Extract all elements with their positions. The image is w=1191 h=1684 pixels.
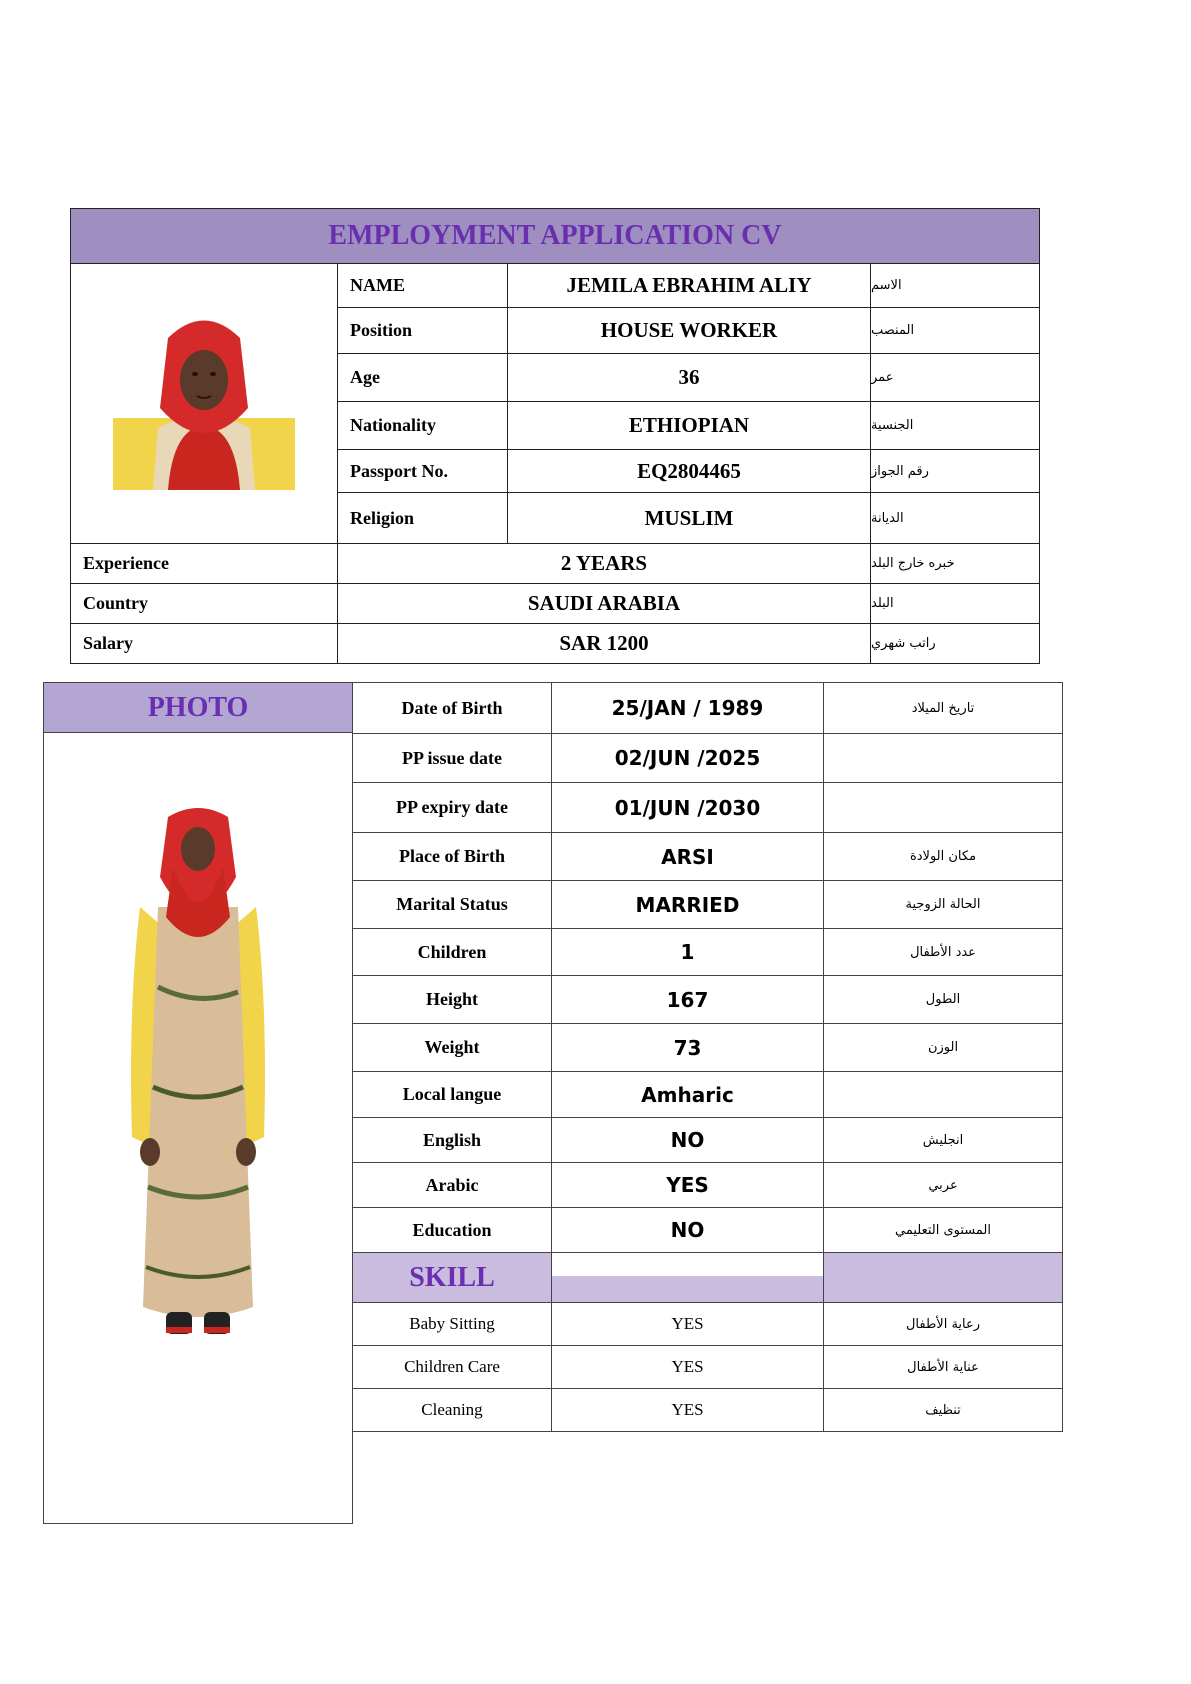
detail-value: [551, 1023, 824, 1072]
row-arabic-text: رقم الجواز: [871, 463, 929, 479]
skill-header-right: [823, 1252, 1063, 1303]
detail-label-text: English: [422, 1129, 482, 1150]
detail-label: [352, 1071, 552, 1118]
row-value-text: MUSLIM: [644, 505, 734, 530]
skill-label: [352, 1388, 552, 1432]
row-value: [507, 401, 871, 450]
row-label-text: Passport No.: [350, 460, 448, 481]
detail-arabic-text: عربي: [928, 1177, 958, 1193]
detail-arabic-text: الحالة الزوجية: [905, 897, 981, 912]
fullbody-cell: [43, 732, 353, 1524]
detail-value: [551, 682, 824, 734]
skill-label-text: Baby Sitting: [409, 1314, 495, 1333]
row-value: [507, 353, 871, 402]
detail-label-text: Height: [426, 989, 478, 1009]
detail-arabic: [823, 1117, 1063, 1163]
wide-arabic: [870, 543, 1040, 584]
row-label-text: Religion: [350, 507, 415, 528]
detail-arabic: [823, 682, 1063, 734]
wide-label: [70, 583, 338, 624]
row-label: [337, 401, 508, 450]
detail-value: [551, 928, 824, 976]
wide-arabic-text: البلد: [871, 596, 894, 611]
detail-value: [551, 1117, 824, 1163]
detail-label-text: Marital Status: [396, 894, 508, 914]
detail-value: [551, 880, 824, 929]
skill-value-text: YES: [671, 1314, 704, 1333]
detail-label-text: Children: [417, 941, 487, 962]
wide-value-text: SAR 1200: [559, 631, 649, 655]
detail-label: [352, 928, 552, 976]
wide-label: [70, 543, 338, 584]
detail-label-text: Arabic: [425, 1174, 479, 1195]
row-value: [507, 492, 871, 544]
row-label-text: Age: [350, 367, 380, 387]
row-arabic-text: عمر: [871, 370, 894, 385]
detail-label: [352, 782, 552, 833]
detail-value-text: 01/JUN /2030: [614, 795, 761, 820]
detail-value-text: 25/JAN / 1989: [611, 696, 764, 720]
detail-value: [551, 832, 824, 881]
detail-label: [352, 1117, 552, 1163]
detail-value-text: 1: [680, 940, 695, 964]
detail-label: [352, 832, 552, 881]
row-arabic: [870, 449, 1040, 493]
skill-label: [352, 1302, 552, 1346]
detail-value-text: YES: [666, 1173, 709, 1197]
row-label-text: NAME: [350, 275, 405, 295]
detail-value: [551, 733, 824, 783]
detail-arabic: [823, 733, 1063, 783]
row-label: [337, 353, 508, 402]
row-arabic-text: الاسم: [871, 278, 902, 293]
detail-value: [551, 782, 824, 833]
detail-arabic-text: المستوى التعليمي: [895, 1222, 991, 1238]
photo-title: PHOTO: [147, 691, 249, 723]
row-arabic-text: الديانة: [871, 510, 904, 526]
row-arabic-text: الجنسية: [871, 418, 914, 433]
detail-label: [352, 682, 552, 734]
skill-arabic: [823, 1302, 1063, 1346]
row-value: [507, 449, 871, 493]
wide-value: [337, 583, 871, 624]
detail-value-text: NO: [670, 1218, 705, 1242]
wide-label-text: Experience: [83, 553, 169, 573]
row-value-text: ETHIOPIAN: [628, 413, 750, 437]
cv-header: [70, 208, 1040, 264]
wide-value-text: 2 YEARS: [560, 551, 648, 575]
row-arabic: [870, 401, 1040, 450]
detail-arabic: [823, 880, 1063, 929]
row-arabic: [870, 353, 1040, 402]
skill-header: [352, 1252, 552, 1303]
detail-value: [551, 1162, 824, 1208]
row-value-text: 36: [678, 365, 700, 389]
headshot-photo: [113, 308, 295, 490]
detail-arabic: [823, 1207, 1063, 1253]
detail-arabic: [823, 832, 1063, 881]
detail-arabic: [823, 1071, 1063, 1118]
skill-arabic-text: عناية الأطفال: [907, 1359, 979, 1375]
wide-label-text: Country: [83, 593, 149, 613]
detail-arabic: [823, 975, 1063, 1024]
skill-title: SKILL: [409, 1261, 495, 1293]
row-label: [337, 449, 508, 493]
row-arabic: [870, 263, 1040, 308]
row-value-text: JEMILA EBRAHIM ALIY: [566, 273, 812, 297]
detail-label: [352, 1023, 552, 1072]
skill-arabic-text: رعاية الأطفال: [905, 1316, 981, 1332]
detail-label: [352, 733, 552, 783]
wide-label: [70, 623, 338, 664]
detail-label: [352, 1207, 552, 1253]
cv-title: EMPLOYMENT APPLICATION CV: [328, 220, 782, 251]
skill-arabic-text: تنظيف: [925, 1402, 961, 1418]
skill-value: [551, 1388, 824, 1432]
detail-value-text: 73: [673, 1035, 702, 1060]
wide-value-text: SAUDI ARABIA: [527, 591, 681, 615]
skill-label-text: Children Care: [404, 1357, 500, 1376]
detail-value-text: NO: [670, 1128, 705, 1152]
detail-value: [551, 1207, 824, 1253]
wide-arabic: [870, 623, 1040, 664]
detail-value-text: Amharic: [641, 1082, 734, 1107]
detail-label-text: Weight: [424, 1037, 480, 1057]
detail-label-text: PP issue date: [401, 747, 502, 768]
detail-arabic-text: انجليش: [922, 1132, 964, 1148]
skill-header-middle: [551, 1252, 824, 1303]
skill-label-text: Cleaning: [421, 1400, 483, 1419]
row-label: [337, 263, 508, 308]
detail-arabic: [823, 928, 1063, 976]
skill-arabic: [823, 1388, 1063, 1432]
detail-arabic: [823, 782, 1063, 833]
detail-value: [551, 975, 824, 1024]
row-arabic-text: المنصب: [871, 323, 915, 338]
detail-label: [352, 975, 552, 1024]
detail-value-text: MARRIED: [635, 892, 740, 917]
wide-value: [337, 623, 871, 664]
row-value: [507, 307, 871, 354]
detail-label-text: Education: [412, 1219, 492, 1240]
detail-value-text: 167: [666, 987, 709, 1012]
skill-value: [551, 1345, 824, 1389]
detail-label: [352, 880, 552, 929]
headshot-cell: [70, 263, 338, 544]
detail-value: [551, 1071, 824, 1118]
photo-header: [43, 682, 353, 733]
skill-arabic: [823, 1345, 1063, 1389]
detail-label-text: Local langue: [402, 1084, 502, 1104]
detail-label: [352, 1162, 552, 1208]
skill-value-text: YES: [671, 1357, 704, 1376]
row-value-text: EQ2804465: [637, 458, 741, 483]
detail-arabic-text: مكان الولادة: [909, 849, 977, 864]
fullbody-photo: [118, 807, 278, 1367]
wide-arabic: [870, 583, 1040, 624]
detail-arabic-text: الطول: [925, 992, 961, 1007]
skill-value-text: YES: [671, 1400, 704, 1419]
detail-value-text: ARSI: [661, 844, 714, 869]
row-value: [507, 263, 871, 308]
row-label-text: Position: [350, 320, 413, 340]
detail-arabic: [823, 1023, 1063, 1072]
row-arabic: [870, 492, 1040, 544]
detail-label-text: Date of Birth: [401, 697, 503, 718]
detail-label-text: PP expiry date: [396, 797, 508, 817]
detail-arabic-text: الوزن: [927, 1040, 959, 1055]
detail-arabic-text: عدد الأطفال: [910, 944, 976, 960]
row-label: [337, 492, 508, 544]
skill-value: [551, 1302, 824, 1346]
row-arabic: [870, 307, 1040, 354]
detail-arabic: [823, 1162, 1063, 1208]
detail-value-text: 02/JUN /2025: [614, 746, 761, 770]
wide-arabic-text: راتب شهري: [871, 636, 936, 651]
wide-arabic-text: خبره خارج البلد: [871, 556, 955, 571]
row-label: [337, 307, 508, 354]
detail-arabic-text: تاريخ الميلاد: [911, 700, 975, 716]
detail-label-text: Place of Birth: [399, 846, 505, 866]
row-value-text: HOUSE WORKER: [600, 318, 778, 342]
row-label-text: Nationality: [350, 415, 437, 435]
wide-label-text: Salary: [83, 633, 134, 653]
wide-value: [337, 543, 871, 584]
skill-label: [352, 1345, 552, 1389]
